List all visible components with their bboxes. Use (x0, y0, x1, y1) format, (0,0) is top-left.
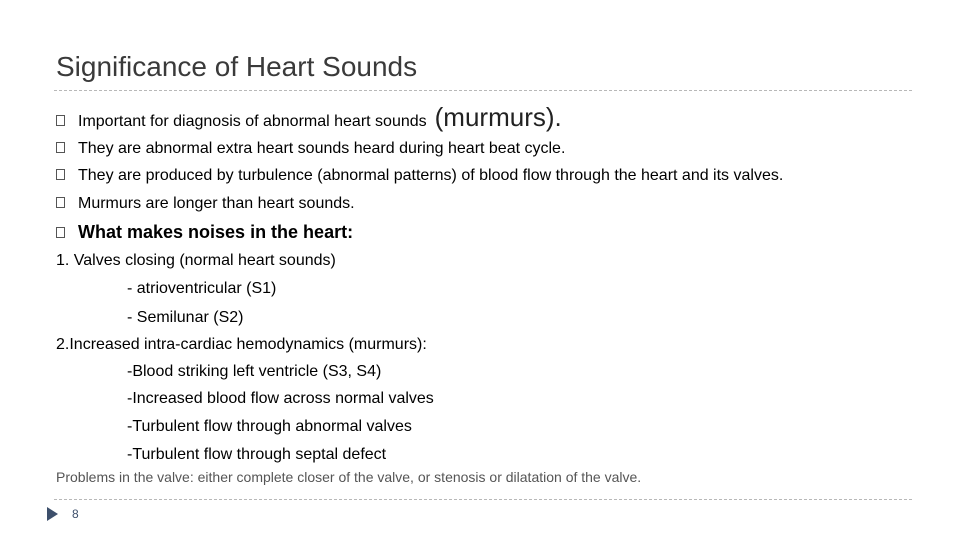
valve-note: Problems in the valve: either complete closer of the valve, or stenosis or dilatation of the valve. (56, 469, 642, 485)
bullet-text: Murmurs are longer than heart sounds. (78, 195, 355, 212)
list-item: 2.Increased intra-cardiac hemodynamics (murmurs): (56, 336, 427, 353)
bullet-square-icon (56, 227, 65, 238)
bullet-text: They are produced by turbulence (abnormal patterns) of blood flow through the heart and its valves. (78, 167, 784, 184)
bullet-square-icon (56, 197, 65, 208)
list-subitem: -Increased blood flow across normal valves (127, 390, 434, 407)
bullet-item-1 (56, 102, 562, 133)
title-divider (54, 90, 912, 91)
bullet-square-icon (56, 169, 65, 180)
list-item: 1. Valves closing (normal heart sounds) (56, 252, 336, 269)
list-subitem: - atrioventricular (S1) (127, 280, 277, 297)
list-subitem: -Blood striking left ventricle (S3, S4) (127, 363, 382, 380)
bullet-square-icon (56, 142, 65, 153)
bullet-text: They are abnormal extra heart sounds heard during heart beat cycle. (78, 140, 566, 157)
bullet-item-3 (56, 167, 783, 185)
bullet-text: Important for diagnosis of abnormal heart sounds (78, 113, 427, 130)
triangle-arrow-icon (47, 507, 58, 521)
bullet-item-5 (56, 222, 353, 243)
list-subitem: -Turbulent flow through abnormal valves (127, 418, 412, 435)
bullet-square-icon (56, 115, 65, 126)
bullet-text-bold: What makes noises in the heart: (78, 222, 354, 242)
list-subitem: -Turbulent flow through septal defect (127, 446, 387, 463)
bullet-large-suffix: (murmurs). (434, 102, 562, 132)
bullet-item-4 (56, 195, 355, 213)
page-number: 8 (72, 507, 79, 521)
list-subitem: - Semilunar (S2) (127, 309, 244, 326)
footer-divider (54, 499, 912, 500)
slide-title: Significance of Heart Sounds (56, 51, 418, 82)
bullet-item-2 (56, 140, 565, 158)
